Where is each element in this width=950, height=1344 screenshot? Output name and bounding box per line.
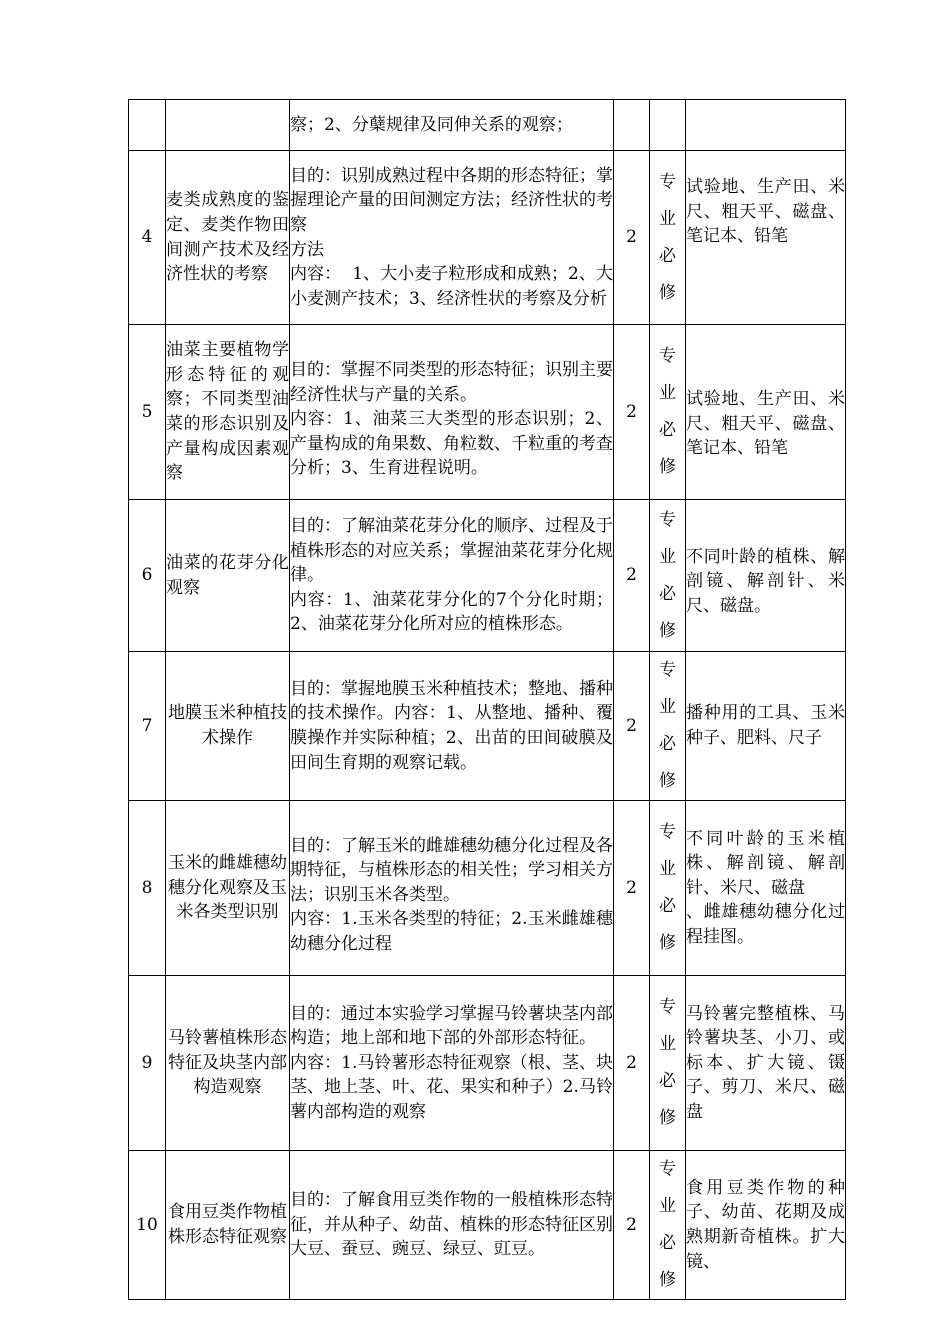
cell-number: 9 — [129, 976, 166, 1151]
cell-hours: 2 — [614, 801, 650, 976]
cell-content — [290, 100, 614, 151]
cell-course-type — [650, 151, 686, 325]
cell-content — [290, 976, 614, 1151]
course-type-text: 专业必修 — [659, 1159, 676, 1290]
name-text: 油菜的花芽分化观察 — [166, 552, 289, 598]
cell-course-type — [650, 100, 686, 151]
cell-number — [129, 100, 166, 151]
course-type-text: 专业必修 — [659, 997, 676, 1128]
cell-course-type — [650, 652, 686, 801]
cell-content — [290, 801, 614, 976]
cell-equipment — [686, 151, 846, 325]
equipment-text: 不同叶龄的植株、解剖镜、解剖针、米尺、磁盘。 — [686, 546, 845, 616]
cell-hours — [614, 100, 650, 151]
cell-equipment — [686, 652, 846, 801]
course-type-text: 专业必修 — [659, 509, 676, 641]
cell-hours: 2 — [614, 151, 650, 325]
table-row — [129, 801, 846, 976]
cell-hours: 2 — [614, 325, 650, 500]
cell-experiment-name — [166, 652, 290, 801]
cell-content — [290, 1151, 614, 1300]
cell-hours: 2 — [614, 652, 650, 801]
cell-equipment — [686, 1151, 846, 1300]
cell-experiment-name — [166, 801, 290, 976]
table-row — [129, 976, 846, 1151]
experiment-table — [128, 99, 846, 1300]
cell-equipment — [686, 801, 846, 976]
table-row — [129, 151, 846, 325]
cell-number: 10 — [129, 1151, 166, 1300]
course-type-text: 专业必修 — [659, 822, 676, 953]
cell-content — [290, 151, 614, 325]
name-text: 油菜主要植物学形态特征的观察；不同类型油菜的形态识别及产量构成因素观察 — [166, 340, 289, 484]
name-text: 玉米的雌雄穗幼穗分化观察及玉米各类型识别 — [168, 853, 287, 923]
name-text: 地膜玉米种植技术操作 — [168, 703, 287, 748]
equipment-text: 食用豆类作物的种子、幼苗、花期及成熟期新奇植株。扩大镜、 — [686, 1177, 845, 1272]
table-row — [129, 100, 846, 151]
cell-content — [290, 500, 614, 652]
cell-experiment-name — [166, 325, 290, 500]
name-text: 食用豆类作物植株形态特征观察 — [168, 1202, 287, 1247]
cell-equipment — [686, 100, 846, 151]
content-text: 目的：掌握不同类型的形态特征；识别主要经济性状与产量的关系。 内容：1、油菜三大类型的形态识别；2、产量构成的角果数、角粒数、千粒重的考查分析；3、生育进程说明。 — [290, 360, 613, 479]
cell-hours: 2 — [614, 1151, 650, 1300]
equipment-text: 试验地、生产田、米尺、粗天平、磁盘、笔记本、铅笔 — [686, 389, 845, 459]
cell-course-type — [650, 976, 686, 1151]
course-type-text: 专业必修 — [659, 171, 676, 303]
cell-hours: 2 — [614, 976, 650, 1151]
content-text: 目的：掌握地膜玉米种植技术；整地、播种的技术操作。内容：1、从整地、播种、覆膜操作并实际种植；2、出苗的田间破膜及田间生育期的观察记载。 — [290, 678, 613, 773]
cell-content — [290, 325, 614, 500]
cell-experiment-name — [166, 1151, 290, 1300]
name-text: 马铃薯植株形态特征及块茎内部构造观察 — [168, 1028, 287, 1098]
content-text: 目的：识别成熟过程中各期的形态特征；掌握理论产量的田间测定方法；经济性状的考察 方法 内容： 1、大小麦子粒形成和成熟；2、大小麦测产技术；3、经济性状的考察及分析 — [290, 165, 613, 309]
cell-equipment — [686, 500, 846, 652]
content-text: 目的：了解玉米的雌雄穗幼穗分化过程及各期特征，与植株形态的相关性；学习相关方法；识别玉米各类型。 内容：1.玉米各类型的特征；2.玉米雌雄穗幼穗分化过程 — [290, 835, 613, 954]
cell-course-type — [650, 801, 686, 976]
cell-content — [290, 652, 614, 801]
equipment-text: 播种用的工具、玉米种子、肥料、尺子 — [686, 703, 845, 748]
equipment-text: 不同叶龄的玉米植株、解剖镜、解剖针、米尺、磁盘 、雌雄穗幼穗分化过程挂图。 — [686, 828, 845, 947]
content-text: 察；2、分蘖规律及同伸关系的观察； — [290, 114, 573, 135]
table-row — [129, 1151, 846, 1300]
cell-course-type — [650, 325, 686, 500]
cell-course-type — [650, 500, 686, 652]
cell-experiment-name — [166, 100, 290, 151]
cell-hours: 2 — [614, 500, 650, 652]
cell-number: 5 — [129, 325, 166, 500]
cell-number: 7 — [129, 652, 166, 801]
content-text: 目的：了解食用豆类作物的一般植株形态特征，并从种子、幼苗、植株的形态特征区别大豆、蚕豆、豌豆、绿豆、豇豆。 — [290, 1190, 613, 1260]
cell-experiment-name — [166, 976, 290, 1151]
table-row — [129, 325, 846, 500]
cell-number: 6 — [129, 500, 166, 652]
name-text: 麦类成熟度的鉴定、麦类作物田间测产技术及经济性状的考察 — [166, 190, 289, 285]
equipment-text: 试验地、生产田、米尺、粗天平、磁盘、笔记本、铅笔 — [686, 177, 845, 247]
cell-experiment-name — [166, 500, 290, 652]
table-row — [129, 652, 846, 801]
course-type-text: 专业必修 — [659, 346, 676, 477]
cell-equipment — [686, 325, 846, 500]
content-text: 目的：通过本实验学习掌握马铃薯块茎内部构造；地上部和地下部的外部形态特征。 内容：1.马铃薯形态特征观察（根、茎、块茎、地上茎、叶、花、果实和种子）2.马铃薯内部构造的观察 — [290, 1003, 613, 1122]
content-text: 目的：了解油菜花芽分化的顺序、过程及于植株形态的对应关系；掌握油菜花芽分化规律。 内容：1、油菜花芽分化的7个分化时期；2、油菜花芽分化所对应的植株形态。 — [290, 516, 613, 635]
cell-number: 4 — [129, 151, 166, 325]
cell-equipment — [686, 976, 846, 1151]
cell-experiment-name — [166, 151, 290, 325]
course-type-text: 专业必修 — [659, 660, 676, 791]
table-row — [129, 500, 846, 652]
cell-course-type — [650, 1151, 686, 1300]
equipment-text: 马铃薯完整植株、马铃薯块茎、小刀、或标本、扩大镜、镊子、剪刀、米尺、磁盘 — [686, 1003, 845, 1122]
cell-number: 8 — [129, 801, 166, 976]
